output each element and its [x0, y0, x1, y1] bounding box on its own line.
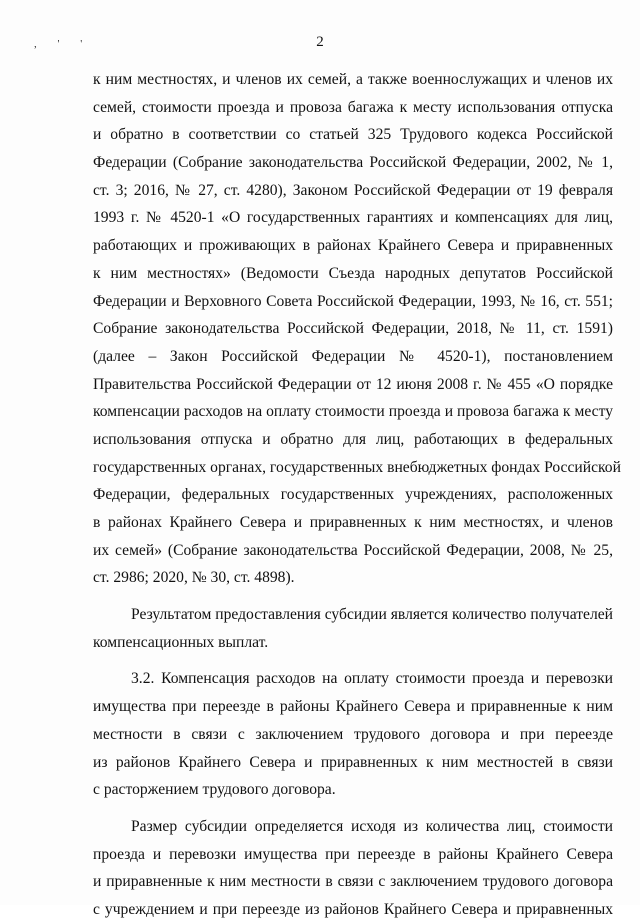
text-line: Правительства Российской Федерации от 12 июня 2008 г. № 455 «О порядке: [93, 375, 613, 393]
text-line: Федерации, федеральных государственных учреждениях, расположенных: [93, 486, 613, 504]
text-line: в районах Крайнего Севера и приравненных к ним местностях, и членов: [93, 514, 613, 531]
text-line: государственных органах, государственных внебюджетных фондах Российской: [93, 458, 621, 476]
text-line: Размер субсидии определяется исходя из количества лиц, стоимости: [131, 817, 613, 835]
text-line: компенсации расходов на оплату стоимости проезда и провоза багажа к месту: [93, 403, 613, 421]
text-line: имущества при переезде в районы Крайнего Севера и приравненные к ним: [93, 698, 613, 716]
text-line: Результатом предоставления субсидии является количество получателей: [131, 606, 613, 624]
text-line: с учреждением и при переезде из районов Крайнего Севера и приравненных: [93, 900, 613, 918]
text-line: из районов Крайнего Севера и приравненных к ним местностей в связи: [93, 753, 613, 771]
page-number: 2: [316, 34, 324, 50]
text-line: работающих и проживающих в районах Крайнего Севера и приравненных: [93, 237, 613, 255]
text-line: семей, стоимости проезда и провоза багажа к месту использования отпуска: [93, 98, 613, 116]
scan-artifact-marks: , ' ': [34, 38, 92, 50]
paragraph: [93, 601, 613, 656]
text-line: 1993 г. № 4520-1 «О государственных гарантиях и компенсациях для лиц,: [93, 209, 613, 227]
text-line: использования отпуска и обратно для лиц, работающих в федеральных: [93, 430, 613, 448]
text-line: Федерации (Собрание законодательства Российской Федерации, 2002, № 1,: [93, 154, 613, 172]
paragraph: [93, 665, 613, 803]
paragraph: [93, 66, 621, 592]
text-line: проезда и перевозки имущества при переезде в районы Крайнего Севера: [93, 845, 613, 863]
text-line: их семей» (Собрание законодательства Российской Федерации, 2008, № 25,: [93, 541, 613, 559]
text-line: Федерации и Верховного Совета Российской Федерации, 1993, № 16, ст. 551;: [93, 292, 613, 310]
document-body: [93, 66, 621, 924]
text-line: местности в связи с заключением трудового договора и при переезде: [93, 725, 613, 743]
text-line: ст. 3; 2016, № 27, ст. 4280), Законом Российской Федерации от 19 февраля: [93, 181, 613, 199]
text-line: (далее – Закон Российской Федерации № 4520-1), постановлением: [93, 347, 613, 365]
text-line: и приравненные к ним местности в связи с заключением трудового договора: [93, 873, 613, 891]
text-line: и обратно в соответствии со статьей 325 Трудового кодекса Российской: [93, 126, 613, 144]
text-line: к ним местностях» (Ведомости Съезда народных депутатов Российской: [93, 264, 613, 282]
text-line: к ним местностях, и членов их семей, а также военнослужащих и членов их: [93, 71, 613, 88]
paragraph: [93, 813, 613, 924]
text-line: с расторжением трудового договора.: [93, 781, 336, 799]
text-line: ст. 2986; 2020, № 30, ст. 4898).: [93, 569, 295, 587]
text-line: Собрание законодательства Российской Федерации, 2018, № 11, ст. 1591): [93, 320, 613, 338]
text-line: компенсационных выплат.: [93, 633, 269, 651]
text-line: 3.2. Компенсация расходов на оплату стоимости проезда и перевозки: [131, 670, 613, 688]
